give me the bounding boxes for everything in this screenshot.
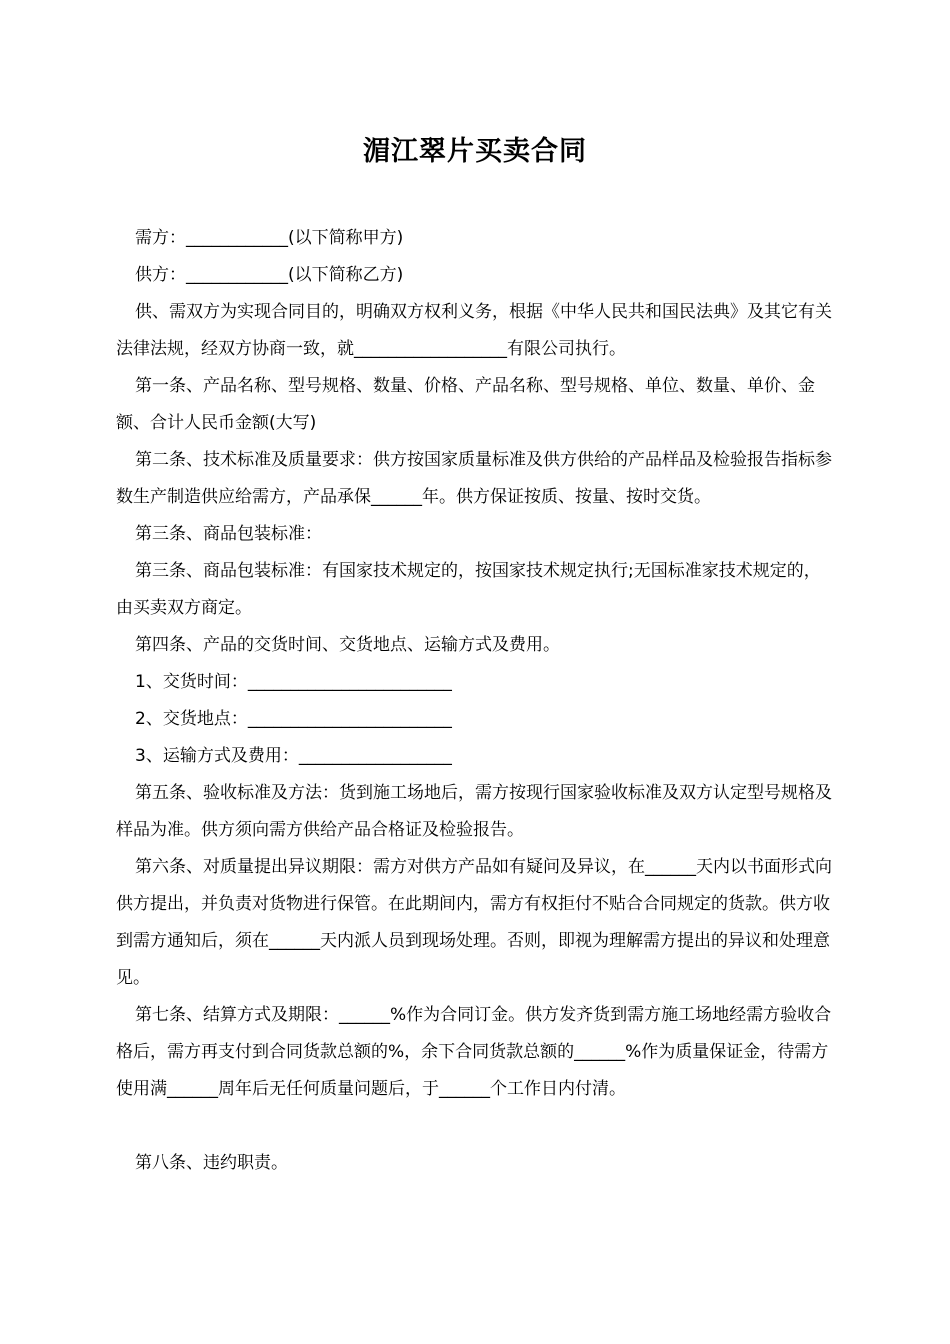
paragraph-article-3: 第三条、商品包装标准：有国家技术规定的，按国家技术规定执行;无国标准家技术规定的，由买卖双方商定。	[116, 561, 821, 618]
paragraph-article-3-heading: 第三条、商品包装标准：	[135, 524, 322, 544]
paragraph-seller: 供方：____________(以下简称乙方)	[135, 265, 404, 285]
paragraph-preamble: 供、需双方为实现合同目的，明确双方权利义务，根据《中华人民共和国民法典》及其它有关法律法规，经双方协商一致，就__________________有限公司执行。	[116, 302, 832, 359]
document-body	[116, 220, 836, 1182]
paragraph-article-8: 第八条、违约职责。	[135, 1153, 288, 1173]
paragraph-buyer: 需方：____________(以下简称甲方)	[135, 228, 404, 248]
paragraph-transport: 3、运输方式及费用：__________________	[135, 746, 452, 766]
paragraph-article-7: 第七条、结算方式及期限：______%作为合同订金。供方发齐货到需方施工场地经需方验收合格后，需方再支付到合同货款总额的%，余下合同货款总额的______%作为质量保证金，待需方使用满______周年后无任何质量问题后，于______个工作日内付清。	[116, 1005, 832, 1099]
paragraph-delivery-time: 1、交货时间：________________________	[135, 672, 452, 692]
paragraph-spacer	[116, 1108, 836, 1145]
paragraph-article-1: 第一条、产品名称、型号规格、数量、价格、产品名称、型号规格、单位、数量、单价、金额、合计人民币金额(大写)	[116, 376, 815, 433]
paragraph-article-5: 第五条、验收标准及方法：货到施工场地后，需方按现行国家验收标准及双方认定型号规格及样品为准。供方须向需方供给产品合格证及检验报告。	[116, 783, 832, 840]
paragraph-delivery-place: 2、交货地点：________________________	[135, 709, 452, 729]
paragraph-article-4: 第四条、产品的交货时间、交货地点、运输方式及费用。	[135, 635, 560, 655]
document-title: 湄江翠片买卖合同	[363, 136, 587, 167]
paragraph-article-2: 第二条、技术标准及质量要求：供方按国家质量标准及供方供给的产品样品及检验报告指标参数生产制造供应给需方，产品承保______年。供方保证按质、按量、按时交货。	[116, 450, 832, 507]
paragraph-article-6: 第六条、对质量提出异议期限：需方对供方产品如有疑问及异议，在______天内以书面形式向供方提出，并负责对货物进行保管。在此期间内，需方有权拒付不贴合合同规定的货款。供方收到需方通知后，须在______天内派人员到现场处理。否则，即视为理解需方提出的异议和处理意见。	[116, 857, 832, 988]
